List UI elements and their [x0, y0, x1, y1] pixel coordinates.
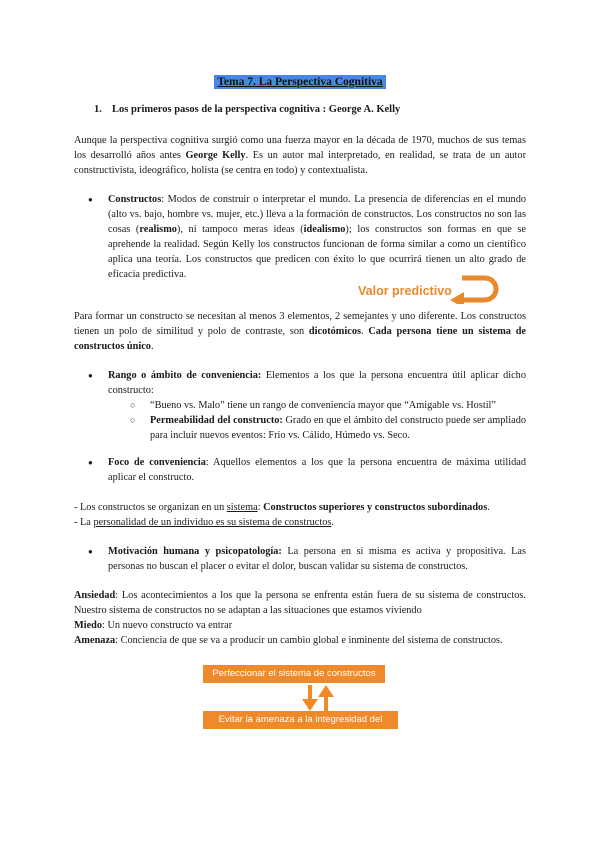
sistema-line-1: [74, 500, 526, 515]
miedo-text: : Un nuevo constructo va entrar: [102, 620, 233, 631]
sistema-line-2: [74, 515, 526, 530]
annotation-label: Valor predictivo: [358, 284, 452, 298]
formar-bold: Cada persona tiene un sistema de constructos único: [74, 326, 526, 352]
foco-text: : Aquellos elementos a los que la persona encuentra de máxima utilidad aplicar el constructo.: [108, 457, 526, 483]
diagram-bottom-box: Evitar la amenaza a la integresidad del sistema: [203, 711, 398, 729]
personalidad-text-2: .: [331, 517, 334, 528]
motivacion-paragraph: [108, 544, 526, 574]
permeabilidad-term: Permeabilidad del constructo:: [150, 415, 283, 426]
intro-text-1: Aunque la perspectiva cognitiva surgió como una fuerza mayor en la década de 1970, muchos de sus temas los desarrolló años antes: [74, 135, 526, 161]
bullet-dot: ●: [88, 547, 93, 556]
amenaza-text: : Conciencia de que se va a producir un cambio global e inminente del sistema de constructos.: [115, 635, 503, 646]
title-wrap: [0, 72, 600, 90]
sistema-bold: Constructos superiores y constructos subordinados: [263, 502, 488, 513]
intro-paragraph: [74, 133, 526, 178]
permeabilidad-text: Grado en que el ámbito del constructo puede ser ampliado para incluir nuevos eventos: Frío vs. Cálido, Húmedo vs. Seco.: [150, 415, 526, 441]
rango-text: Elementos a los que la persona encuentra útil aplicar dicho constructo:: [108, 370, 526, 396]
formar-paragraph: [74, 309, 526, 354]
sistema-text-2: :: [257, 502, 264, 513]
miedo-term: Miedo: [74, 620, 103, 631]
section-title: Los primeros pasos de la perspectiva cognitiva : George A. Kelly: [112, 104, 401, 115]
constructos-paragraph: [108, 192, 526, 282]
ansiedad-paragraph: [74, 588, 526, 618]
realismo-term: realismo: [139, 224, 177, 235]
dicotomicos-term: dicotómicos: [308, 326, 361, 337]
bullet-dot: ●: [88, 195, 93, 204]
personalidad-underlined: personalidad de un individuo es su sistema de constructos: [93, 517, 332, 528]
diagram-top-box: Perfeccionar el sistema de constructos: [203, 665, 385, 683]
constructos-text-2: ), ni tampoco meras ideas (: [176, 224, 304, 235]
bullet-dot: ●: [88, 371, 93, 380]
diagram-arrows-icon: [298, 683, 338, 713]
rango-example: “Bueno vs. Malo” tiene un rango de conveniencia mayor que “Amigable vs. Hostil”: [150, 400, 496, 411]
personalidad-text-1: - La: [74, 517, 94, 528]
curved-arrow-icon: [440, 274, 500, 304]
section-number: 1.: [94, 104, 102, 115]
amenaza-term: Amenaza: [74, 635, 116, 646]
intro-author-name: George Kelly: [185, 150, 246, 161]
sub-bullet-circle: ○: [130, 400, 136, 410]
miedo-paragraph: [74, 618, 526, 633]
formar-text-2: .: [360, 326, 369, 337]
page-title: Tema 7. La Perspectiva Cognitiva: [214, 75, 385, 89]
ansiedad-text: : Los acontecimientos a los que la persona se enfrenta están fuera de su sistema de constructos. Nuestro sistema de constructos no se adaptan a las situaciones que estamos viviendo: [74, 590, 526, 616]
idealismo-term: idealismo: [303, 224, 346, 235]
foco-term: Foco de conveniencia: [108, 457, 206, 468]
bullet-dot: ●: [88, 458, 93, 467]
motivacion-term: Motivación humana y psicopatología:: [108, 546, 282, 557]
formar-text-3: .: [150, 341, 154, 352]
foco-paragraph: [108, 455, 526, 485]
intro-text-2: . Es un autor mal interpretado, en realidad, se trata de un autor constructivista, ideográfico, holista (se centra en todo) y contextualista.: [74, 150, 526, 176]
permeabilidad-paragraph: [150, 413, 526, 443]
section-heading: [94, 104, 400, 115]
sistema-underlined: sistema: [226, 502, 258, 513]
constructos-term: Constructos: [108, 194, 162, 205]
sistema-text-3: .: [487, 502, 490, 513]
constructos-text-1: : Modos de construir o interpretar el mundo. La presencia de diferencias en el mundo (alto vs. bajo, hombre vs. mujer, etc.) lleva a la formación de constructos. Los constructos no son las cosas (: [108, 194, 526, 235]
sub-bullet-circle: ○: [130, 415, 136, 425]
rango-term: Rango o ámbito de conveniencia:: [108, 370, 262, 381]
rango-paragraph: [108, 368, 526, 398]
formar-text-1: Para formar un constructo se necesitan al menos 3 elementos, 2 semejantes y uno diferente. Los constructos tienen un polo de similitud y polo de contraste, son: [74, 311, 526, 337]
constructos-text-3: ); los constructos son formas en que se aprehende la realidad. Según Kelly los constructos funcionan de forma similar a como un científico aplica una teoría. Los constructos que predicen con éxito lo que ocurrirá tienen un alto grado de eficacia predictiva.: [108, 224, 527, 280]
ansiedad-term: Ansiedad: [74, 590, 116, 601]
sistema-text-1: - Los constructos se organizan en un: [74, 502, 227, 513]
amenaza-paragraph: [74, 633, 526, 648]
motivacion-text: La persona en sí misma es activa y propositiva. Las personas no buscan el placer o evitar el dolor, buscan validar su sistema de constructos.: [108, 546, 527, 572]
